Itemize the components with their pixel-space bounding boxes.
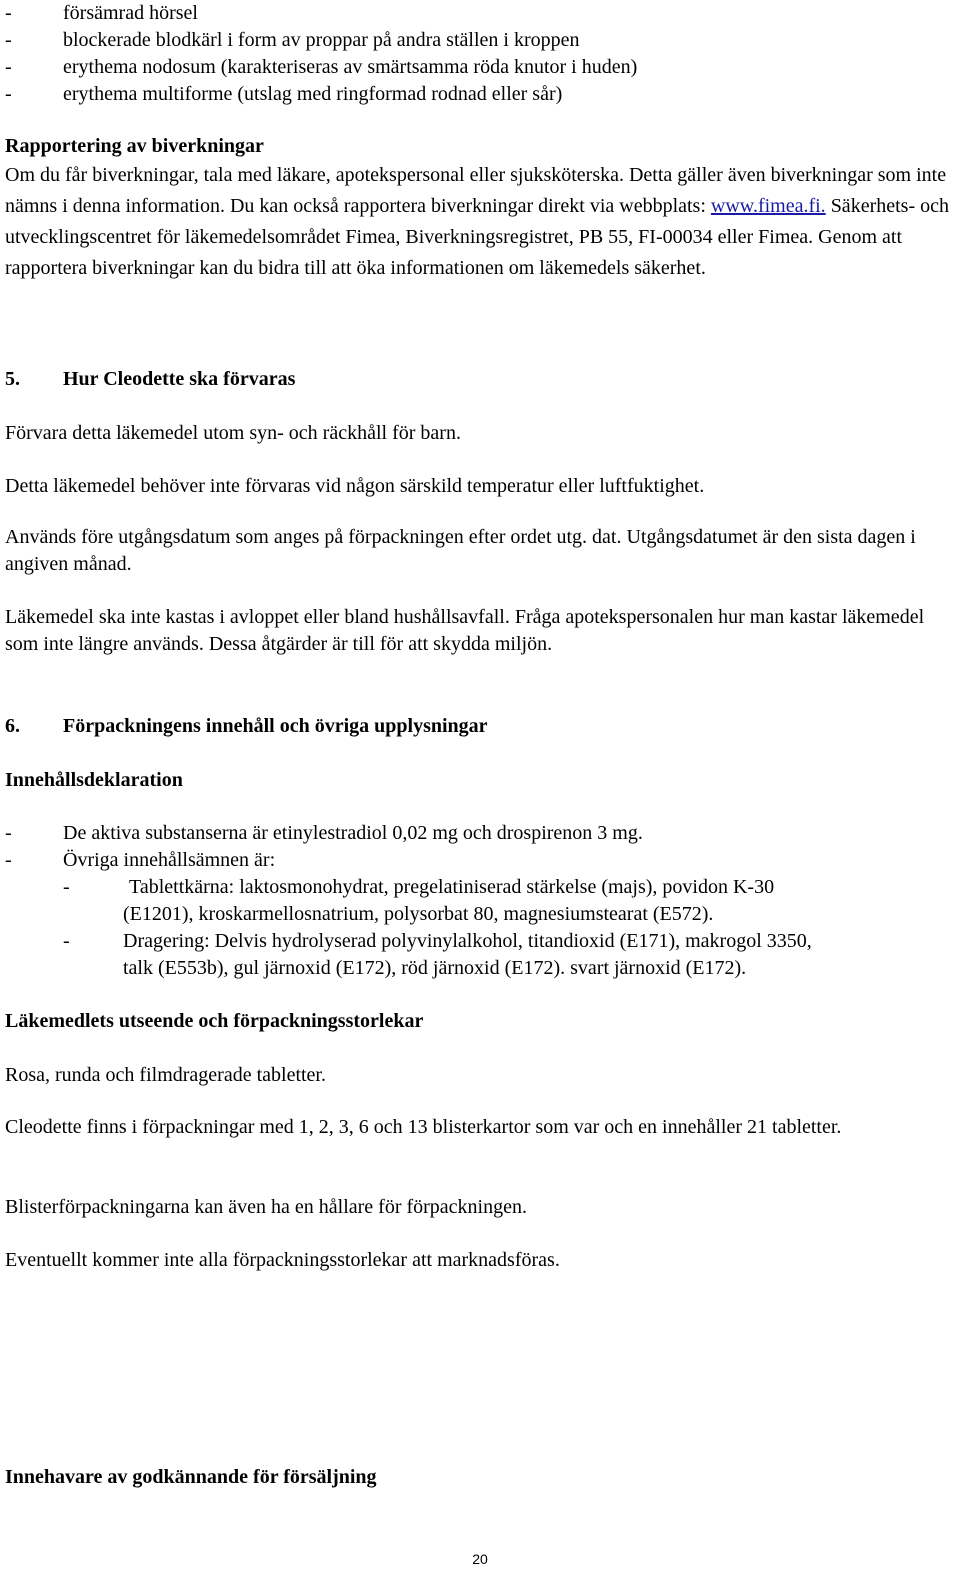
sublist-item-continuation: (E1201), kroskarmellosnatrium, polysorbat 80, magnesiumstearat (E572).	[123, 903, 714, 925]
sublist-item-continuation: talk (E553b), gul järnoxid (E172), röd järnoxid (E172). svart järnoxid (E172).	[123, 957, 747, 979]
paragraph: Cleodette finns i förpackningar med 1, 2, 3, 6 och 13 blisterkartor som var och en innehåller 21 tabletter.	[5, 1116, 842, 1138]
holder-heading: Innehavare av godkännande för försäljning	[5, 1466, 377, 1488]
paragraph: Eventuellt kommer inte alla förpackningsstorlekar att marknadsföras.	[5, 1249, 560, 1271]
fimea-link[interactable]: www.fimea.fi.	[710, 195, 826, 217]
reporting-heading: Rapportering av biverkningar	[5, 135, 264, 157]
bullet-dash: -	[63, 876, 70, 898]
list-item-text: blockerade blodkärl i form av proppar på andra ställen i kroppen	[63, 29, 580, 51]
page-number: 20	[472, 1551, 488, 1567]
bullet-dash: -	[5, 56, 12, 78]
section-number: 6.	[5, 715, 20, 737]
appearance-heading: Läkemedlets utseende och förpackningsstorlekar	[5, 1010, 424, 1032]
list-item-text: De aktiva substanserna är etinylestradiol 0,02 mg och drospirenon 3 mg.	[63, 822, 643, 844]
list-item-text: erythema multiforme (utslag med ringformad rodnad eller sår)	[63, 83, 563, 105]
reporting-paragraph	[5, 160, 956, 284]
list-item-text: försämrad hörsel	[63, 2, 198, 24]
bullet-dash: -	[5, 83, 12, 105]
sublist-item-text: Tablettkärna: laktosmonohydrat, pregelatiniserad stärkelse (majs), povidon K-30	[129, 876, 775, 898]
paragraph: Läkemedel ska inte kastas i avloppet eller bland hushållsavfall. Fråga apotekspersonalen hur man kastar läkemedel som inte längre används. Dessa åtgärder är till för att skydda miljön.	[5, 606, 925, 655]
bullet-dash: -	[63, 930, 70, 952]
paragraph: Rosa, runda och filmdragerade tabletter.	[5, 1064, 326, 1086]
paragraph: Blisterförpackningarna kan även ha en hållare för förpackningen.	[5, 1196, 527, 1218]
section-title: Hur Cleodette ska förvaras	[63, 368, 296, 390]
reporting-text: Om du får biverkningar, tala med läkare, apotekspersonal eller sjuksköterska. Detta gäller även biverkningar som inte nämns i denna information. Du kan också rapportera biverkningar direkt via webbplats:	[5, 164, 947, 217]
sublist-item-text: Dragering: Delvis hydrolyserad polyvinylalkohol, titandioxid (E171), makrogol 3350,	[123, 930, 812, 952]
paragraph: Förvara detta läkemedel utom syn- och räckhåll för barn.	[5, 422, 461, 444]
contents-subheading: Innehållsdeklaration	[5, 769, 183, 791]
bullet-dash: -	[5, 849, 12, 871]
paragraph: Detta läkemedel behöver inte förvaras vid någon särskild temperatur eller luftfuktighet.	[5, 475, 705, 497]
bullet-dash: -	[5, 822, 12, 844]
list-item-text: erythema nodosum (karakteriseras av smärtsamma röda knutor i huden)	[63, 56, 638, 78]
section-title: Förpackningens innehåll och övriga upplysningar	[63, 715, 488, 737]
section-number: 5.	[5, 368, 20, 390]
reporting-text-continued: Säkerhets- och utvecklingscentret för läkemedelsområdet Fimea, Biverkningsregistret, PB 55, FI-00034 eller Fimea. Genom att rapportera biverkningar kan du bidra till att öka informationen om läkemedels säkerhet.	[5, 195, 949, 279]
bullet-dash: -	[5, 2, 12, 24]
paragraph: Används före utgångsdatum som anges på förpackningen efter ordet utg. dat. Utgångsdatumet är den sista dagen i angiven månad.	[5, 526, 916, 575]
list-item-text: Övriga innehållsämnen är:	[63, 849, 276, 871]
bullet-dash: -	[5, 29, 12, 51]
